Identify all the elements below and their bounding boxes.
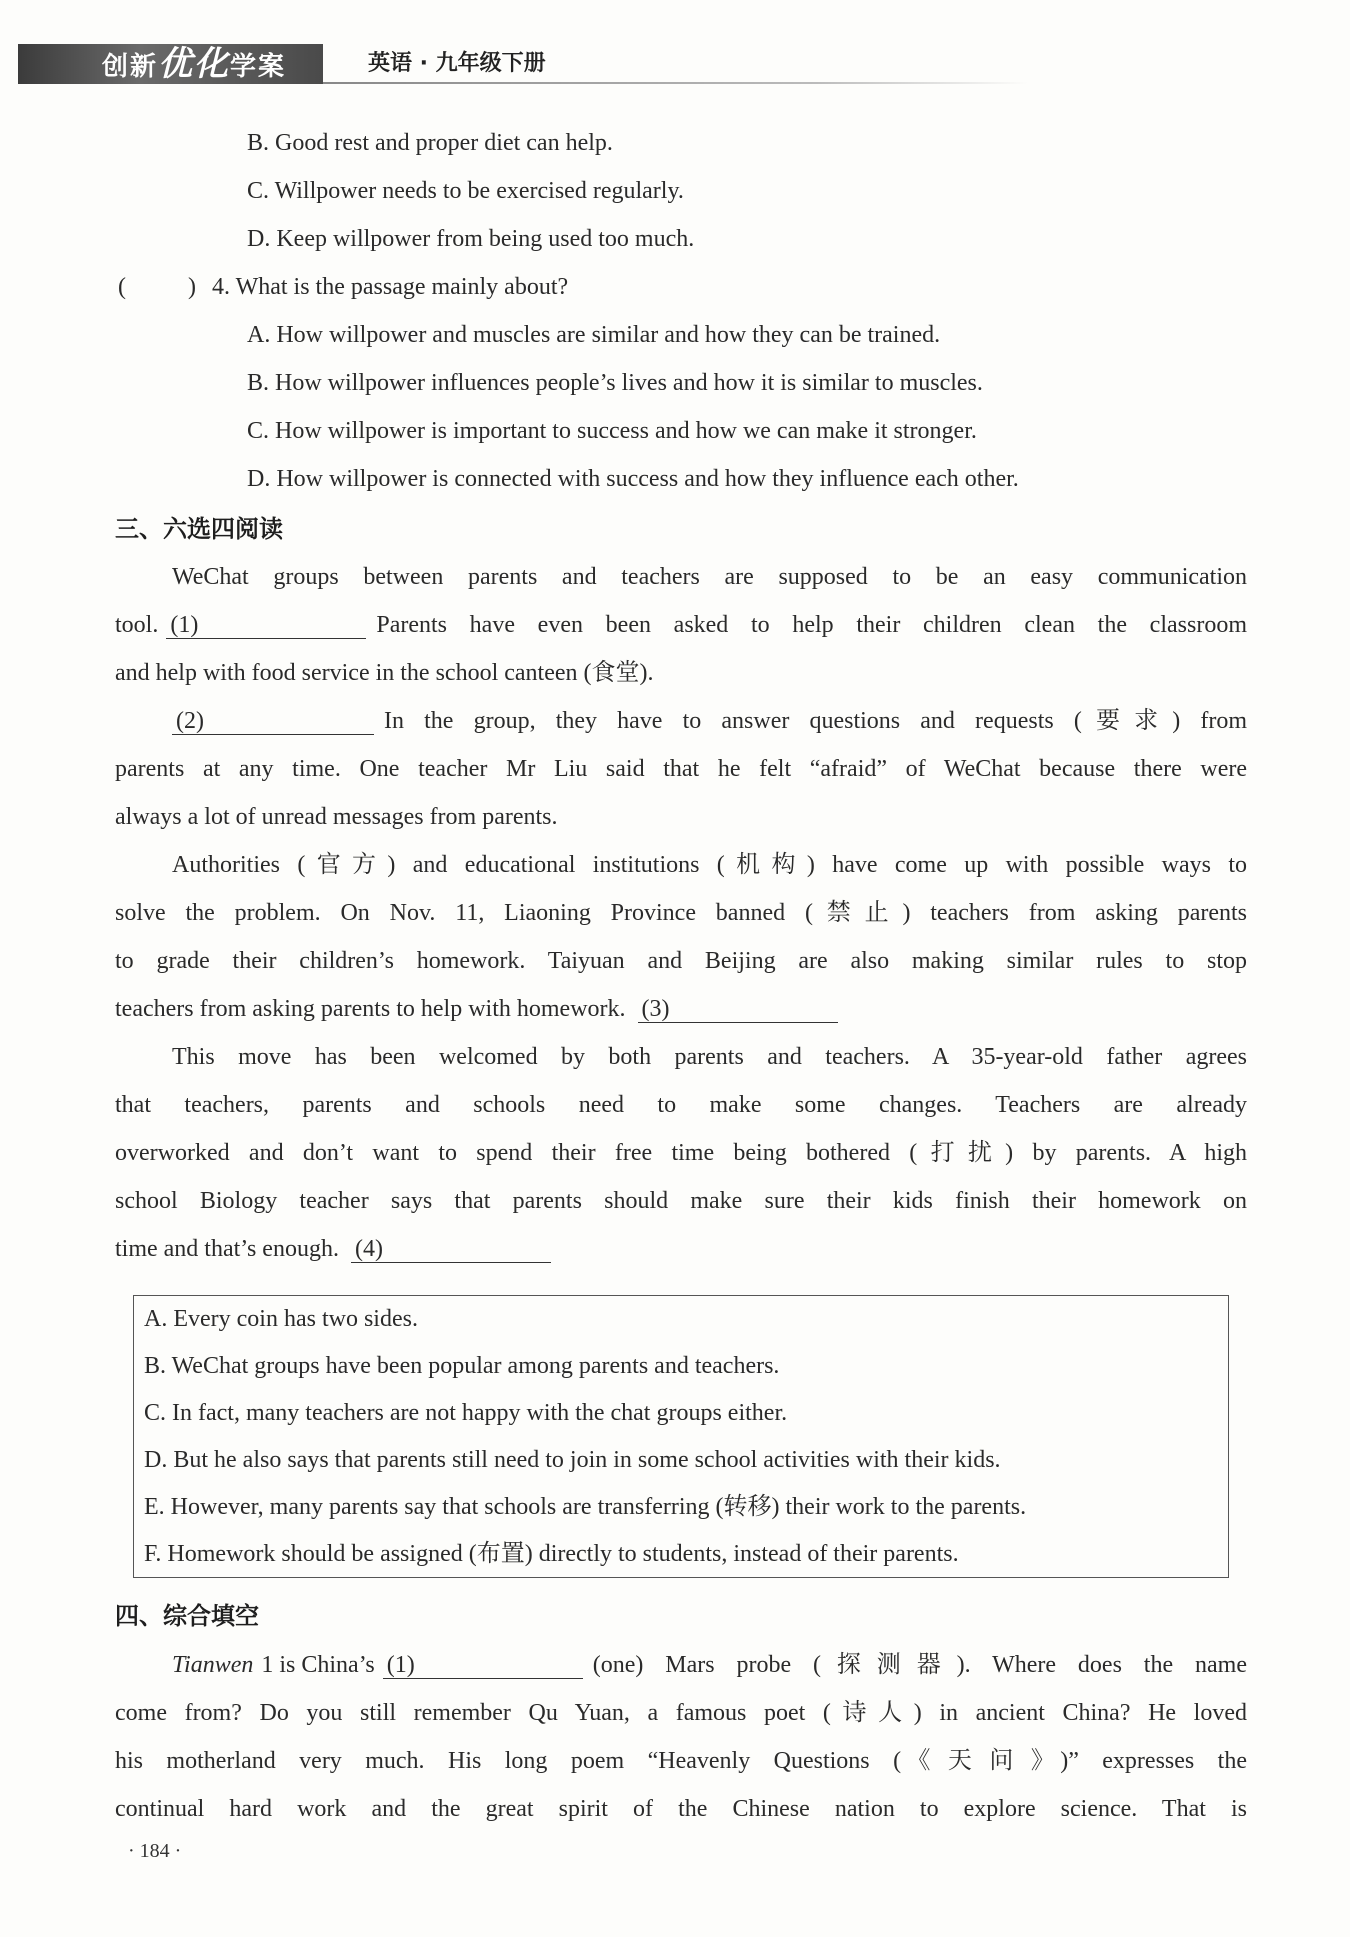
s4-line4: continual hard work and the great spirit of the Chinese nation to explore science. That is (115, 1796, 1247, 1822)
q3-option-c: C. Willpower needs to be exercised regularly. (247, 178, 684, 204)
s4-line2: come from? Do you still remember Qu Yuan, a famous poet (诗人) in ancient China? He loved (115, 1700, 1247, 1726)
subject-title: 英语 · 九年级下册 (368, 51, 546, 76)
box-option-e: E. However, many parents say that schools are transferring (转移) their work to the parents. (144, 1494, 1027, 1520)
box-option-f: F. Homework should be assigned (布置) directly to students, instead of their parents. (144, 1541, 959, 1567)
header-rule (323, 82, 1028, 84)
s3-p1-line2 (115, 610, 1247, 640)
blank-s3-1-label: (1) (170, 612, 199, 638)
s3-p2-line2: parents at any time. One teacher Mr Liu said that he felt “afraid” of WeChat because there were (115, 756, 1247, 782)
box-option-c: C. In fact, many teachers are not happy with the chat groups either. (144, 1400, 788, 1426)
box-option-d: D. But he also says that parents still need to join in some school activities with their kids. (144, 1447, 1001, 1473)
s4-line1-post: (one) Mars probe (探测器). Where does the name (592, 1652, 1247, 1678)
s3-p4-line4: school Biology teacher says that parents should make sure their kids finish their homework on (115, 1188, 1247, 1214)
blank-s3-4[interactable] (351, 1236, 551, 1263)
s3-p4-line1: This move has been welcomed by both parents and teachers. A 35-year-old father agrees (172, 1044, 1247, 1070)
q4-option-c: C. How willpower is important to success and how we can make it stronger. (247, 418, 977, 444)
s3-p3-line4-pre: teachers from asking parents to help with homework. (115, 996, 626, 1022)
brand-suffix: 学案 (230, 52, 287, 82)
blank-s4-1[interactable] (383, 1652, 583, 1679)
q4-option-a: A. How willpower and muscles are similar and how they can be trained. (247, 322, 941, 348)
section4-title: 四、综合填空 (115, 1602, 259, 1630)
blank-s3-4-label: (4) (354, 1236, 383, 1262)
s3-p3-line2: solve the problem. On Nov. 11, Liaoning Province banned (禁止) teachers from asking parents (115, 900, 1247, 926)
blank-s3-2-label: (2) (176, 708, 204, 734)
s3-p3-line3: to grade their children’s homework. Taiyuan and Beijing are also making similar rules to stop (115, 948, 1247, 974)
page-number: · 184 · (128, 1840, 182, 1862)
q4-answer-paren-open: ( (118, 274, 126, 300)
s4-line1-pre: 1 is China’s (261, 1652, 375, 1678)
s3-p2-line1-post: In the group, they have to answer questions and requests (要求) from (384, 708, 1247, 734)
q4-option-b: B. How willpower influences people’s lives and how it is similar to muscles. (247, 370, 983, 396)
s3-p3-line1: Authorities (官方) and educational institutions (机构) have come up with possible ways to (172, 852, 1247, 878)
s3-p4-line5-pre: time and that’s enough. (115, 1236, 339, 1262)
s3-p2-line1 (172, 706, 1247, 736)
s3-p4-line5 (115, 1234, 561, 1264)
q4-option-d: D. How willpower is connected with success and how they influence each other. (247, 466, 1019, 492)
s3-p4-line2: that teachers, parents and schools need to make some changes. Teachers are already (115, 1092, 1247, 1118)
q3-option-d: D. Keep willpower from being used too much. (247, 226, 695, 252)
q4-answer-paren-close: ) (188, 274, 196, 300)
s4-line3: his motherland very much. His long poem “Heavenly Questions (《天问》)” expresses the (115, 1748, 1247, 1774)
box-option-b: B. WeChat groups have been popular among parents and teachers. (144, 1353, 780, 1379)
s4-line1 (172, 1650, 1247, 1680)
options-box (133, 1295, 1229, 1578)
brand-logo (18, 44, 323, 84)
s3-p3-line4 (115, 994, 848, 1024)
s3-p4-line3: overworked and don’t want to spend their free time being bothered (打扰) by parents. A high (115, 1140, 1247, 1166)
s3-p1-line1: WeChat groups between parents and teachers are supposed to be an easy communication (172, 564, 1247, 590)
blank-s3-2[interactable] (172, 708, 374, 735)
s3-p1-line2-pre: tool. (115, 612, 159, 638)
page-header (18, 44, 1028, 84)
blank-s3-3-label: (3) (641, 996, 670, 1022)
blank-s3-3[interactable] (638, 996, 838, 1023)
q4-stem: 4. What is the passage mainly about? (212, 274, 569, 300)
box-option-a: A. Every coin has two sides. (144, 1306, 418, 1332)
s3-p2-line3: always a lot of unread messages from parents. (115, 804, 558, 830)
brand-big: 优化 (158, 44, 231, 84)
section3-title: 三、六选四阅读 (115, 515, 283, 543)
q3-option-b: B. Good rest and proper diet can help. (247, 130, 613, 156)
brand-prefix: 创新 (102, 52, 159, 82)
blank-s4-1-label: (1) (386, 1652, 415, 1678)
blank-s3-1[interactable] (166, 612, 366, 639)
s3-p1-line2-post: Parents have even been asked to help their children clean the classroom (376, 612, 1247, 638)
s4-tianwen: Tianwen (172, 1652, 254, 1678)
s3-p1-line3: and help with food service in the school canteen (食堂). (115, 660, 654, 686)
